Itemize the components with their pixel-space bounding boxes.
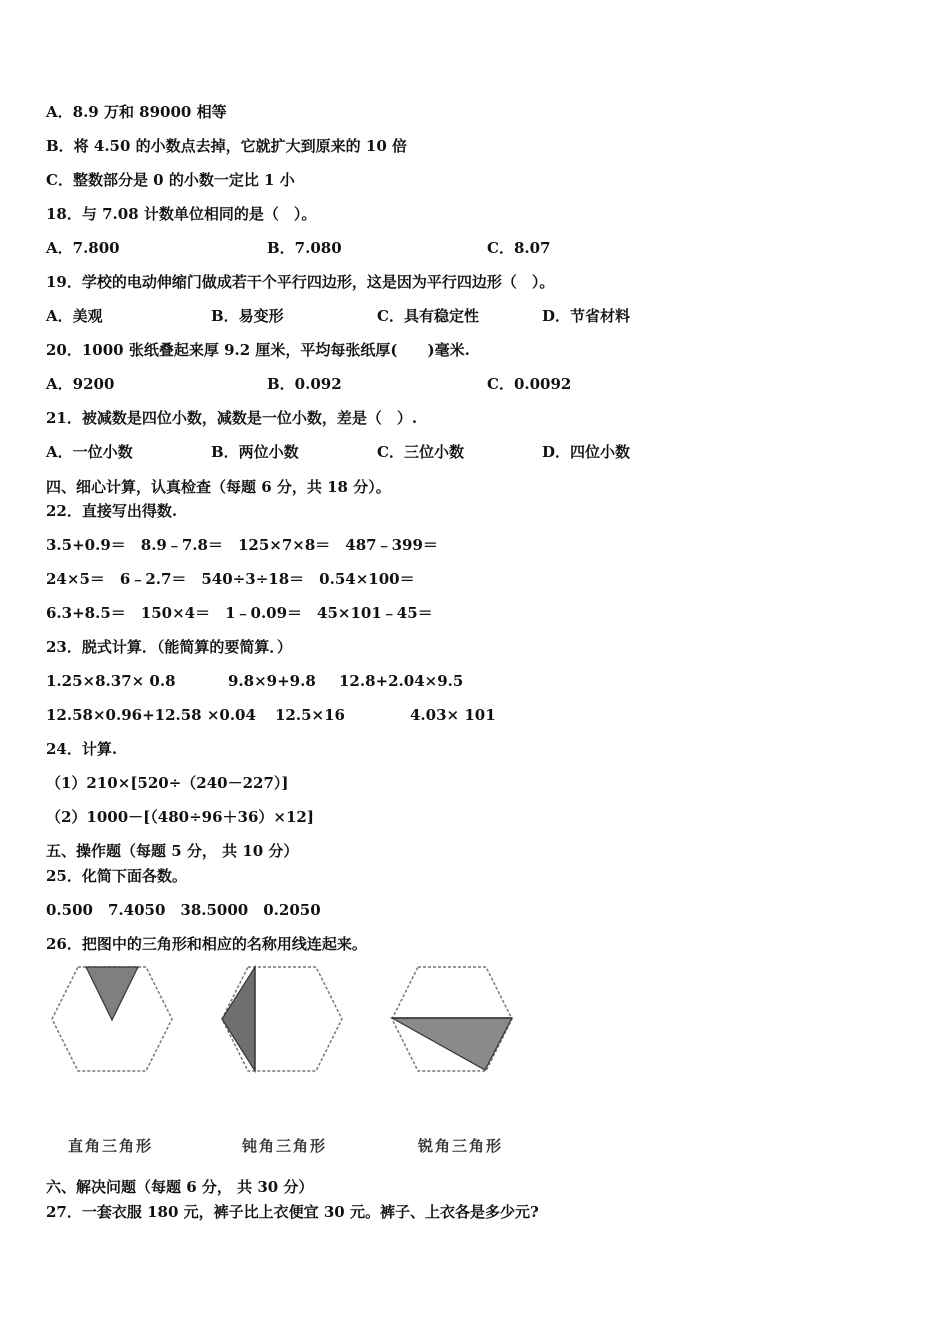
section-6-heading: 六、解决问题（每题 6 分， 共 30 分）: [46, 1178, 314, 1196]
q17-option-b: B．将 4.50 的小数点去掉，它就扩大到原来的 10 倍: [46, 137, 407, 155]
q23-expr-6: 4.03× 101: [410, 706, 496, 724]
section-5-heading: 五、操作题（每题 5 分， 共 10 分）: [46, 842, 299, 860]
hexagon-figure-obtuse-triangle: [218, 964, 346, 1074]
q20-option-c: C．0.0092: [487, 375, 572, 393]
q18-option-b: B．7.080: [267, 239, 342, 257]
q17-option-a: A．8.9 万和 89000 相等: [46, 103, 227, 121]
q25-stem: 25．化简下面各数。: [46, 867, 187, 885]
q23-expr-2: 9.8×9+9.8: [228, 672, 316, 690]
q20-option-b: B．0.092: [267, 375, 342, 393]
q26-stem: 26．把图中的三角形和相应的名称用线连起来。: [46, 935, 367, 953]
q22-row-3: 6.3+8.5＝ 150×4＝ 1﹣0.09＝ 45×101﹣45＝: [46, 604, 433, 622]
q22-stem: 22．直接写出得数.: [46, 502, 178, 520]
q19-option-c: C．具有稳定性: [377, 307, 479, 325]
q23-expr-1: 1.25×8.37× 0.8: [46, 672, 176, 690]
q22-row-2: 24×5＝ 6﹣2.7＝ 540÷3÷18＝ 0.54×100＝: [46, 570, 415, 588]
q20-option-a: A．9200: [46, 375, 115, 393]
q24-stem: 24．计算.: [46, 740, 118, 758]
q21-option-a: A．一位小数: [46, 443, 133, 461]
q17-option-c: C．整数部分是 0 的小数一定比 1 小: [46, 171, 295, 189]
q20-stem: 20．1000 张纸叠起来厚 9.2 厘米，平均每张纸厚( )毫米.: [46, 341, 470, 359]
q21-stem: 21．被减数是四位小数，减数是一位小数，差是（ ）.: [46, 409, 418, 427]
q24-item-2: （2）1000－[（480÷96＋36）×12]: [46, 808, 314, 826]
q27-stem: 27．一套衣服 180 元，裤子比上衣便宜 30 元。裤子、上衣各是多少元?: [46, 1203, 539, 1221]
q21-option-b: B．两位小数: [211, 443, 299, 461]
q24-item-1: （1）210×[520÷（240－227）]: [46, 774, 289, 792]
q18-option-c: C．8.07: [487, 239, 551, 257]
q23-expr-3: 12.8+2.04×9.5: [339, 672, 464, 690]
q19-option-b: B．易变形: [211, 307, 284, 325]
label-obtuse-triangle: 钝角三角形: [242, 1137, 328, 1155]
q19-stem: 19．学校的电动伸缩门做成若干个平行四边形，这是因为平行四边形（ ）。: [46, 273, 555, 291]
q21-option-d: D．四位小数: [542, 443, 631, 461]
q19-option-a: A．美观: [46, 307, 103, 325]
q23-stem: 23．脱式计算．（能简算的要简算．）: [46, 638, 292, 656]
q19-option-d: D．节省材料: [542, 307, 631, 325]
q23-expr-4: 12.58×0.96+12.58 ×0.04: [46, 706, 256, 724]
q21-option-c: C．三位小数: [377, 443, 464, 461]
q22-row-1: 3.5+0.9＝ 8.9﹣7.8＝ 125×7×8＝ 487﹣399＝: [46, 536, 438, 554]
hexagon-figure-right-triangle: [48, 964, 176, 1074]
label-acute-triangle: 锐角三角形: [418, 1137, 504, 1155]
hexagon-figure-acute-triangle: [388, 964, 516, 1074]
q23-expr-5: 12.5×16: [275, 706, 345, 724]
q18-option-a: A．7.800: [46, 239, 120, 257]
label-right-triangle: 直角三角形: [68, 1137, 154, 1155]
q25-numbers: 0.500 7.4050 38.5000 0.2050: [46, 901, 321, 919]
section-4-heading: 四、细心计算，认真检查（每题 6 分，共 18 分）。: [46, 478, 391, 496]
q18-stem: 18．与 7.08 计数单位相同的是（ ）。: [46, 205, 317, 223]
